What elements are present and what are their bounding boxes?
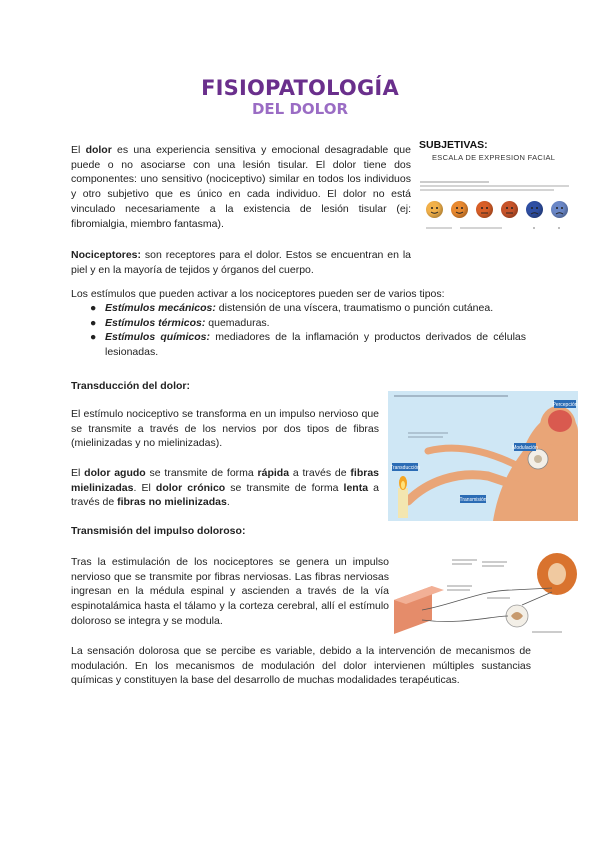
transduccion-heading: Transducción del dolor: [71, 380, 191, 392]
dolor-term: dolor [85, 144, 112, 156]
page-title: FISIOPATOLOGÍA [201, 76, 399, 100]
candle-icon [398, 488, 408, 518]
faces-heading: SUBJETIVAS: [419, 139, 488, 151]
face-icon-2 [476, 201, 493, 218]
nociceptores-paragraph: Nociceptores: son receptores para el dolor. Estos se encuentran en la piel y en la mayoría de tejidos y órganos del cuerpo. [71, 249, 411, 276]
brain-icon [548, 410, 572, 432]
faces-captions [422, 225, 572, 231]
transduccion-paragraph-1: El estímulo nociceptivo se transforma en un impulso nervioso que se transmite a través de los nervios por dos tipos de fibras (mielinizadas y no mielinizadas). [71, 408, 379, 450]
transmision-paragraph-2: La sensación dolorosa que se percibe es variable, debido a la intervención de mecanismos de modulación. En los mecanismos de modulación del dolor intervienen múltiples sustancias químicas y constituyen la base del desarrollo de muchas modalidades terapéuticas. [71, 645, 531, 687]
pain-pathway-figure [388, 391, 578, 521]
faces-row [422, 201, 572, 223]
faces-fine-print [419, 179, 579, 193]
face-icon-4 [526, 201, 543, 218]
face-icon-5 [551, 201, 568, 218]
face-icon-3 [501, 201, 518, 218]
faces-subheading: ESCALA DE EXPRESION FACIAL [432, 153, 556, 162]
face-icon-1 [451, 201, 468, 218]
intro-paragraph: El dolor es una experiencia sensitiva y emocional desagradable que puede o no asociarse con una lesión tisular. El dolor tiene dos componentes: uno sensitivo (nociceptivo) similar en todos los individuos y otro subjetivo que es único en cada individuo. El dolor no está vinculado necesariamente a la existencia de lesión tisular (ej: fibromialgia, miembro fantasma). [71, 144, 411, 230]
nociceptores-term: Nociceptores: [71, 249, 142, 261]
transmission-pathway-figure [392, 550, 579, 640]
transmision-heading: Transmisión del impulso doloroso: [71, 525, 246, 537]
svg-text:Transmisión: Transmisión [459, 497, 487, 503]
estimulos-list [71, 301, 526, 360]
page-subtitle: DEL DOLOR [251, 100, 348, 118]
estimulos-intro: Los estímulos que pueden activar a los nociceptores pueden ser de varios tipos: [71, 288, 445, 300]
face-icon-0 [426, 201, 443, 218]
svg-text:Transducción: Transducción [390, 465, 420, 471]
list-item: ● Estímulos mecánicos: distensión de una víscera, traumatismo o punción cutánea. [90, 302, 494, 314]
svg-text:Percepción: Percepción [552, 402, 578, 408]
facial-expression-scale-figure [419, 139, 579, 239]
transduccion-paragraph-2: El dolor agudo se transmite de forma rápida a través de fibras mielinizadas. El dolor crónico se transmite de forma lenta a través de fibras no mielinizadas. [71, 467, 379, 509]
list-item: ● Estímulos químicos: mediadores de la inflamación y productos derivados de células lesionadas. [90, 331, 526, 359]
svg-text:Modulación: Modulación [512, 445, 538, 451]
list-item: ● Estímulos térmicos: quemaduras. [90, 316, 270, 329]
transmision-paragraph-1: Tras la estimulación de los nociceptores se genera un impulso nervioso que se transmite por fibras nerviosas. Las fibras nerviosas ingresan en la médula espinal y ascienden a través de la vía espinotalámica hasta el tálamo y la corteza cerebral, allí el estímulo doloroso se integra y se modula. [71, 556, 389, 627]
